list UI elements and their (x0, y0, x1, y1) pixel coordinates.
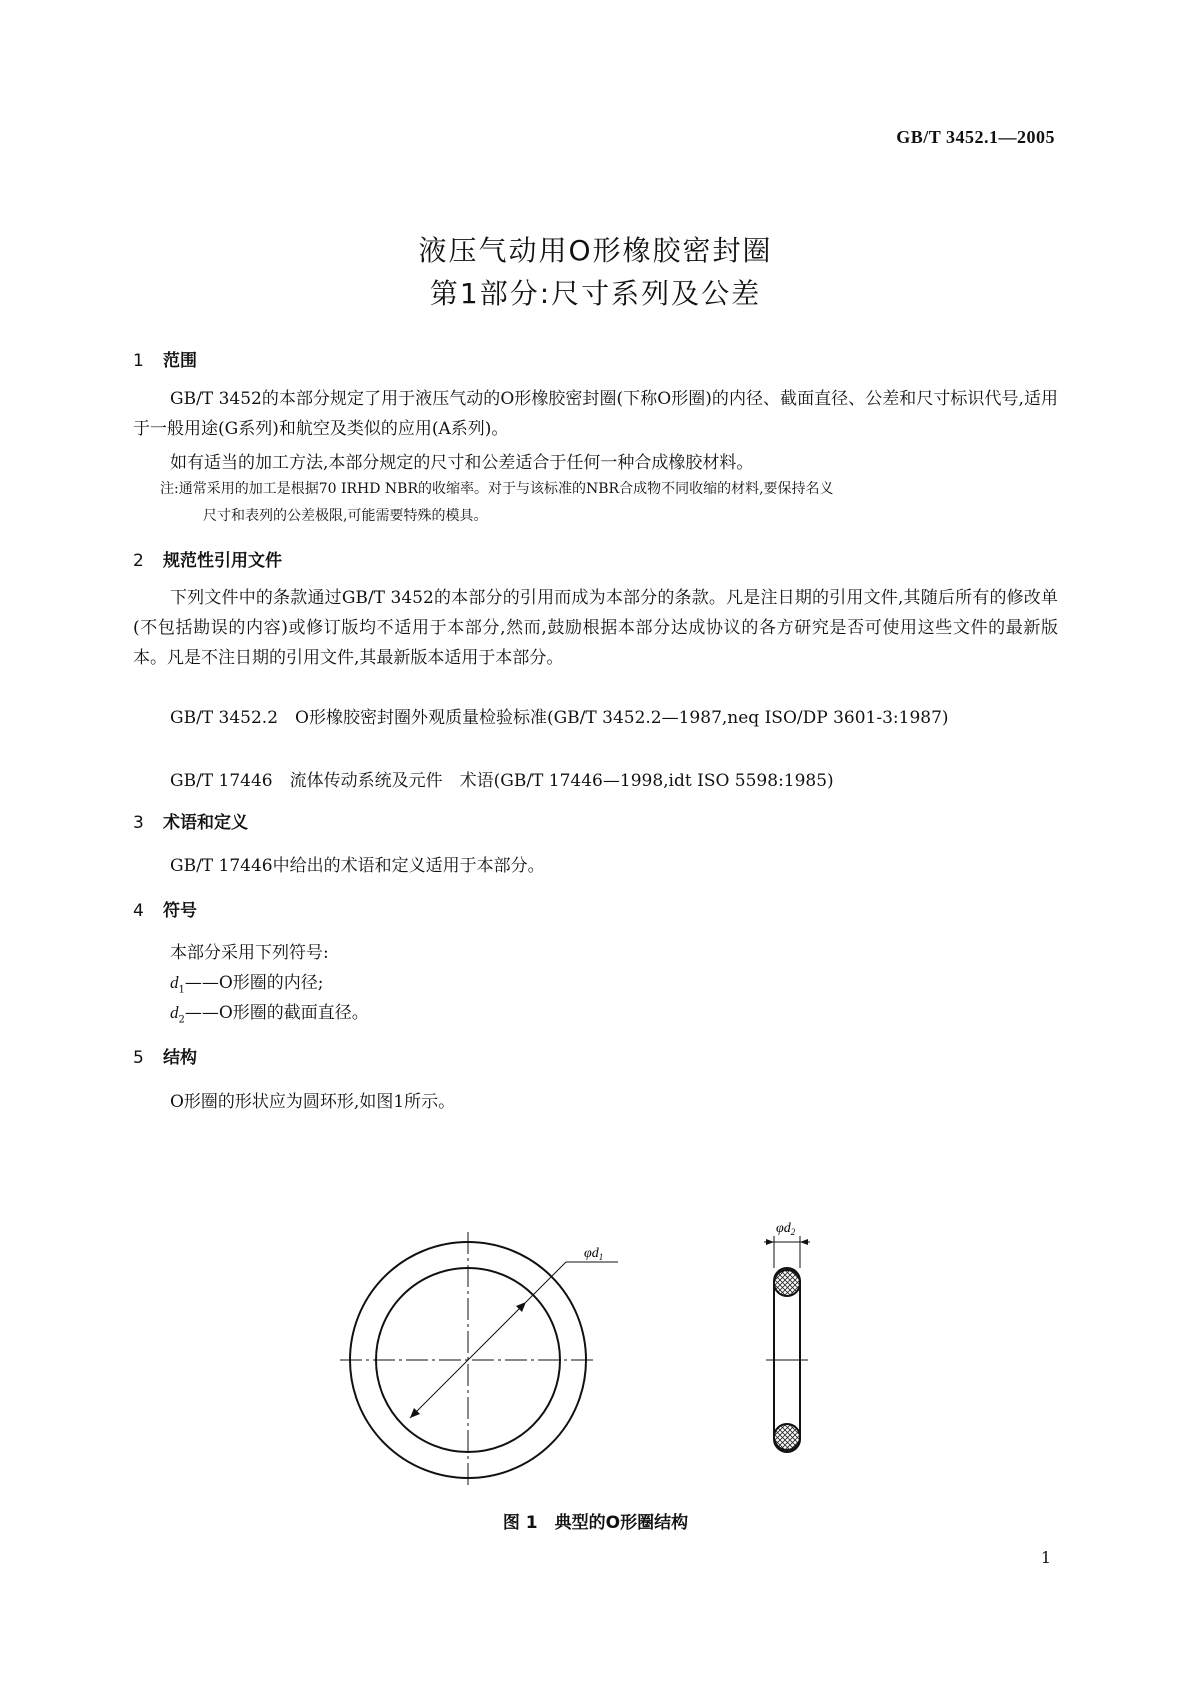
o-ring-section-view (764, 1221, 810, 1452)
section-title: 范围 (163, 351, 197, 371)
symbol-subscript: 2 (178, 1014, 185, 1026)
symbols-intro: 本部分采用下列符号: (170, 943, 329, 963)
normative-reference-1: GB/T 3452.2 O形橡胶密封圈外观质量检验标准(GB/T 3452.2—1987,neq ISO/DP 3601-3:1987) (170, 708, 949, 728)
section-1-paragraph-2: 如有适当的加工方法,本部分规定的尺寸和公差适合于任何一种合成橡胶材料。 (170, 453, 754, 473)
arrowhead-right (800, 1239, 808, 1245)
upper-cross-section (774, 1270, 800, 1296)
section-number: 1 (133, 351, 144, 371)
document-title-line2: 第1部分:尺寸系列及公差 (429, 277, 762, 310)
symbol-description: ——O形圈的截面直径。 (184, 1003, 369, 1023)
page-number: 1 (1040, 1548, 1051, 1567)
section-number: 3 (133, 813, 144, 833)
symbol-variable: d (170, 1003, 179, 1022)
label-d2: $\varphi d_2$ (776, 1221, 796, 1237)
symbol-variable: d (170, 973, 179, 992)
section-number: 5 (133, 1048, 144, 1068)
section-1-paragraph-1: GB/T 3452的本部分规定了用于液压气动的O形橡胶密封圈(下称O形圈)的内径、截面直径、公差和尺寸标识代号,适用于一般用途(G系列)和航空及类似的应用(A系列)。 (133, 389, 1058, 439)
section-2-paragraph-1: 下列文件中的条款通过GB/T 3452的本部分的引用而成为本部分的条款。凡是注日期的引用文件,其随后所有的修改单(不包括勘误的内容)或修订版均不适用于本部分,然而,鼓励根据本部分达成协议的各方研究是否可使用这些文件的最新版本。凡是不注日期的引用文件,其最新版本适用于本部分。 (133, 588, 1058, 668)
note-line-2: 尺寸和表列的公差极限,可能需要特殊的模具。 (203, 508, 488, 524)
symbol-subscript: 1 (178, 984, 185, 996)
arrowhead-left (766, 1239, 774, 1245)
section-5-paragraph-1: O形圈的形状应为圆环形,如图1所示。 (170, 1092, 456, 1112)
lower-cross-section (774, 1424, 800, 1450)
note-line-1: 注:通常采用的加工是根据70 IRHD NBR的收缩率。对于与该标准的NBR合成物不同收缩的材料,要保持名义 (160, 481, 834, 497)
standard-number: GB/T 3452.1—2005 (896, 127, 1055, 147)
section-title: 符号 (163, 901, 197, 921)
section-title: 规范性引用文件 (163, 551, 282, 571)
leader-line (526, 1262, 566, 1302)
section-number: 4 (133, 901, 144, 921)
section-3-paragraph-1: GB/T 17446中给出的术语和定义适用于本部分。 (170, 856, 545, 876)
section-number: 2 (133, 551, 144, 571)
section-title: 术语和定义 (163, 813, 248, 833)
normative-reference-2: GB/T 17446 流体传动系统及元件 术语(GB/T 17446—1998,idt ISO 5598:1985) (170, 771, 834, 791)
section-title: 结构 (163, 1048, 197, 1068)
o-ring-front-view (340, 1232, 618, 1488)
document-title-line1: 液压气动用O形橡胶密封圈 (418, 234, 773, 267)
figure-caption: 图 1 典型的O形圈结构 (502, 1513, 689, 1533)
label-d1: $\varphi d_1$ (584, 1246, 604, 1262)
symbol-description: ——O形圈的内径; (184, 973, 324, 993)
